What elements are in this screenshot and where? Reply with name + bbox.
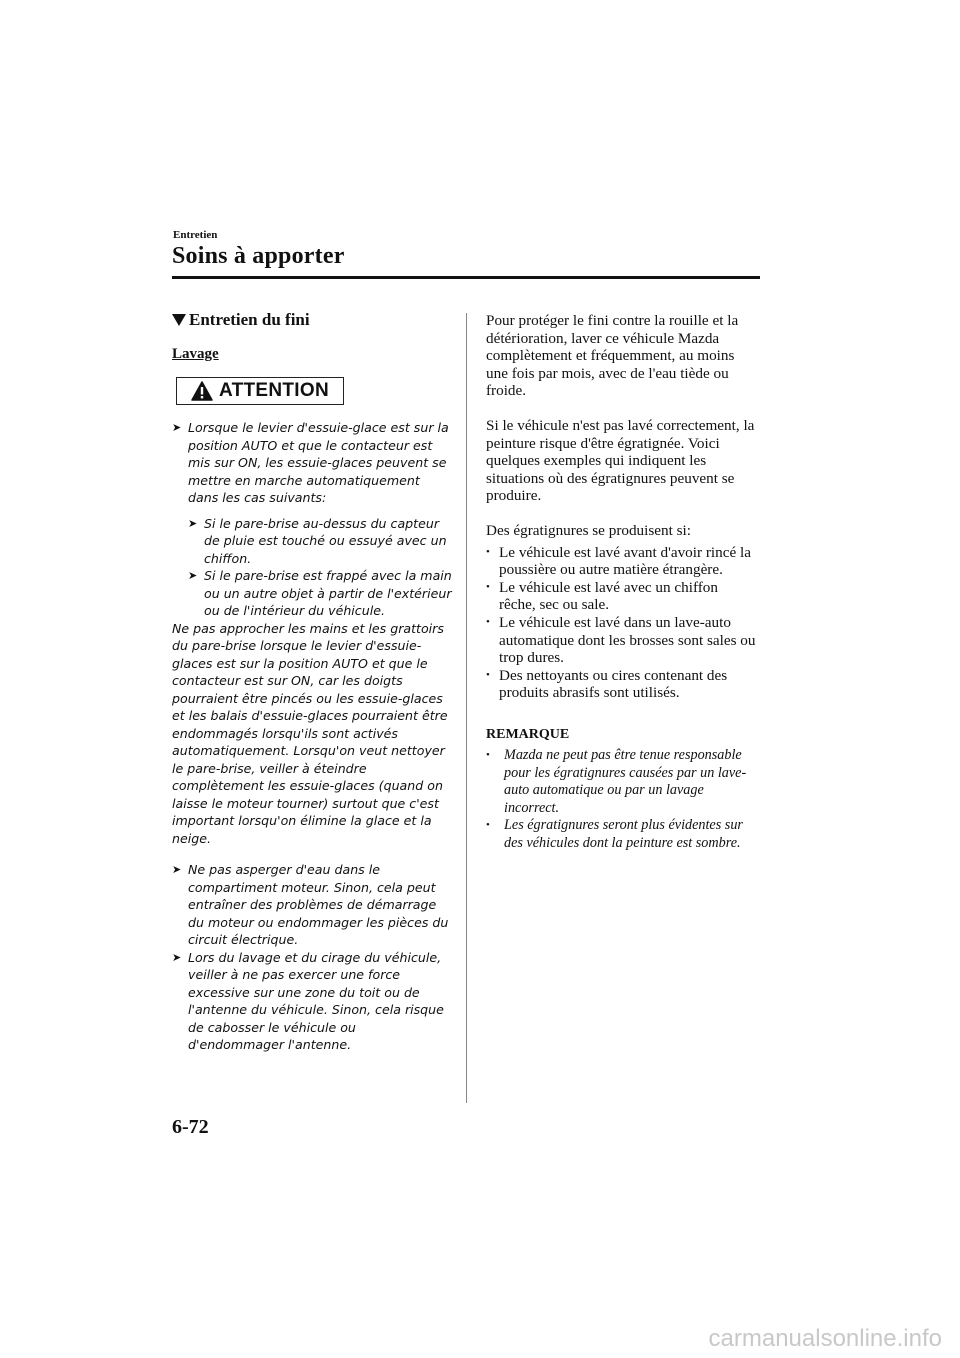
list-item: • Le véhicule est lavé avec un chiffon rêche, sec ou sale. [486,579,758,614]
note-item: • Les égratignures seront plus évidentes sur des véhicules dont la peinture est sombre. [486,817,758,852]
warning-icon [191,381,213,401]
right-column [486,312,758,852]
remarque-list [486,747,758,851]
attention-text: Lorsque le levier d'essuie-glace est sur la position AUTO et que le contacteur est mis sur ON, les essuie-glaces peuvent se mettre en marche automatiquement dans les cas suivants: [188,420,449,505]
triangle-down-icon [172,314,186,326]
note-text: Les égratignures seront plus évidentes sur des véhicules dont la peinture est sombre. [504,817,743,851]
arrow-bullet-icon: ➤ [172,863,182,876]
arrow-bullet-icon: ➤ [172,950,182,964]
attention-text: Ne pas asperger d'eau dans le compartiment moteur. Sinon, cela peut entraîner des problèmes de démarrage du moteur ou endommager les pièces du circuit électrique. [188,862,449,947]
list-item-text: Le véhicule est lavé avant d'avoir rincé la poussière ou autre matière étrangère. [499,543,751,579]
body-paragraph: Des égratignures se produisent si: [486,521,691,539]
section-label: Entretien [173,229,218,241]
body-paragraph: Pour protéger le fini contre la rouille et la détérioration, laver ce véhicule Mazda complètement et fréquemment, au moins une fois par mois, avec de l'eau tiède ou froide. [486,312,739,400]
attention-subbullet [188,567,452,620]
list-item-text: Le véhicule est lavé avec un chiffon rêche, sec ou sale. [499,578,718,614]
list-item-text: Le véhicule est lavé dans un lave-auto automatique dont les brosses sont sales ou trop dures. [499,613,756,667]
attention-label: ATTENTION [218,380,329,401]
attention-subtext: Si le pare-brise est frappé avec la main ou un autre objet à partir de l'extérieur ou de l'intérieur du véhicule. [204,568,452,618]
attention-box [176,377,344,405]
section-heading-text: Entretien du fini [189,310,310,329]
page-title: Soins à apporter [172,243,345,269]
list-item: • Le véhicule est lavé avant d'avoir rincé la poussière ou autre matière étrangère. [486,544,758,579]
subheading-lavage: Lavage [172,346,219,362]
attention-bullet [172,861,452,949]
list-item: • Des nettoyants ou cires contenant des produits abrasifs sont utilisés. [486,667,758,702]
note-text: Mazda ne peut pas être tenue responsable pour les égratignures causées par un lave-auto automatique ou par un lavage incorrect. [504,747,747,816]
attention-text: Lors du lavage et du cirage du véhicule, veiller à ne pas exercer une force excessive sur une zone du toit ou de l'antenne du véhicule. Sinon, cela risque de cabosser le véhicule ou d'endommager l'antenne. [188,949,444,1052]
scratch-list [486,544,758,702]
arrow-bullet-icon: ➤ [188,569,198,582]
attention-paragraph: Ne pas approcher les mains et les grattoirs du pare-brise lorsque le levier d'essuie-glaces est sur la position AUTO et que le contacteur est sur ON, car les doigts pourraient être pincés ou les essuie-glaces et les balais d'essuie-glaces pourraient être endommagés lorsqu'ils sont activés automatiquement. Lorsqu'on veut nettoyer le pare-brise, veiller à éteindre complètement les essuie-glaces (quand on laisse le moteur tourner) surtout que c'est important lorsqu'on élimine la glace et la neige. [172,620,448,846]
note-item: • Mazda ne peut pas être tenue responsable pour les égratignures causées par un lave-auto automatique ou par un lavage incorrect. [486,747,758,817]
watermark: carmanualsonline.info [708,1325,942,1352]
list-item: • Le véhicule est lavé dans un lave-auto automatique dont les brosses sont sales ou trop dures. [486,614,758,667]
body-paragraph: Si le véhicule n'est pas lavé correctement, la peinture risque d'être égratignée. Voici quelques exemples qui indiquent les situations où des égratignures peuvent se produire. [486,416,755,505]
remarque-heading: REMARQUE [486,726,570,742]
section-heading [172,310,452,330]
left-column [172,310,452,1054]
column-divider [466,313,467,1103]
attention-bullet [172,949,452,1054]
arrow-bullet-icon: ➤ [188,516,198,530]
page-number: 6-72 [172,1116,209,1138]
list-item-text: Des nettoyants ou cires contenant des produits abrasifs sont utilisés. [499,666,728,702]
arrow-bullet-icon: ➤ [172,421,182,434]
attention-bullet [172,419,452,507]
attention-subbullet [188,515,452,568]
attention-subtext: Si le pare-brise au-dessus du capteur de pluie est touché ou essuyé avec un chiffon. [204,515,447,566]
title-rule [172,276,760,279]
